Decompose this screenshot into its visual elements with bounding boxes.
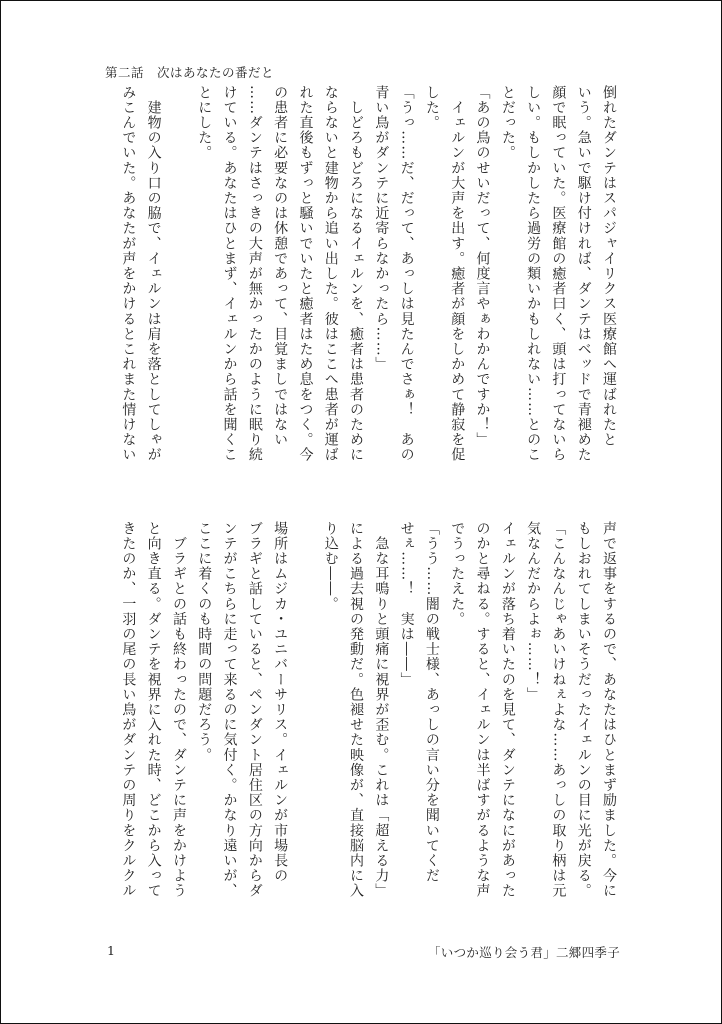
- text-line: けている。あなたはひとまず、イェルンから話を聞くこ: [221, 85, 238, 463]
- text-line: しどろもどろになるイェルンを、癒者は患者のために: [348, 85, 365, 463]
- text-line: 声で返事をするので、あなたはひとまず励ました。今に: [601, 521, 617, 899]
- text-line: きたのか、一羽の尾の長い鳥がダンテの周りをクルクル: [120, 521, 137, 899]
- text-line: ブラギと話していると、ペンダント居住区の方向からダ: [246, 521, 263, 899]
- text-line: 「こんなんじゃあいけねぇよな……あっしの取り柄は元: [550, 521, 567, 899]
- text-line: とにした。: [196, 85, 213, 161]
- text-line: した。: [423, 85, 440, 131]
- text-line: 倒れたダンテはスパジャイリクス医療館へ運ばれたと: [601, 85, 617, 448]
- text-line: イェルンが落ち着いたのを見て、ダンテになにがあった: [499, 521, 516, 899]
- text-line: れた直後もずっと騒いでいたと癒者はため息をつく。今: [297, 85, 314, 463]
- text-line: ならないと建物から追い出した。彼はここへ患者が運ば: [322, 85, 339, 463]
- book-credit: 「いつか巡り会う君」二郷四季子: [428, 945, 621, 960]
- text-line: 「あの鳥のせいだって、何度言やぁわかんですか！」: [474, 85, 491, 448]
- text-line: ここに着くのも時間の問題だろう。: [196, 521, 213, 763]
- blank-line: [292, 521, 317, 925]
- text-line: 気なんだからよぉ……！」: [525, 521, 542, 703]
- text-line: の患者に必要なのは休憩であって、目覚ましではない: [272, 85, 289, 448]
- text-line: 顔で眠っていた。医療館の癒者曰く、頭は打ってないら: [550, 85, 567, 463]
- text-line: しい。もしかしたら過労の類いかもしれない……とのこ: [525, 85, 542, 463]
- text-line: 場所はムジカ・ユニバーサリス。イェルンが市場長の: [272, 521, 289, 884]
- text-line: みこんでいた。あなたが声をかけるとこれまた情けない: [120, 85, 137, 463]
- text-line: せぇ……！ 実は――」: [398, 521, 415, 688]
- text-line: による過去視の発動だ。色褪せた映像が、直接脳内に入: [348, 521, 365, 899]
- text-line: 建物の入り口の脇で、イェルンは肩を落としてしゃが: [145, 85, 162, 463]
- text-line: のかと尋ねる。すると、イェルンは半ばすがるような声: [474, 521, 491, 899]
- text-column-top: [105, 85, 621, 493]
- text-line: ンテがこちらに走って来るのに気付く。かなり遠いが、: [221, 521, 238, 899]
- text-line: 「うっ……だ、だって、あっしは見たんでさぁ！ あの: [398, 85, 415, 463]
- text-line: もしおれてしまいそうだったイェルンの目に光が戻る。: [575, 521, 592, 899]
- text-line: いう。急いで駆け付ければ、ダンテはベッドで青褪めた: [575, 85, 592, 463]
- text-line: 青い鳥がダンテに近寄らなかったら……」: [373, 85, 390, 372]
- text-line: とだった。: [499, 85, 516, 161]
- text-line: イェルンが大声を出す。癒者が顔をしかめて静寂を促: [449, 85, 466, 463]
- text-line: でうったえた。: [449, 521, 466, 627]
- text-line: と向き直る。ダンテを視界に入れた時、どこから入って: [145, 521, 162, 899]
- text-line: 急な耳鳴りと頭痛に視界が歪む。これは「超える力」: [373, 521, 390, 899]
- text-line: 「うう……闇の戦士様、あっしの言い分を聞いてくだ: [423, 521, 440, 884]
- text-line: ……ダンテはさっきの大声が無かったかのように眠り続: [246, 85, 263, 463]
- text-column-bottom: [105, 521, 621, 925]
- chapter-heading: 第二話 次はあなたの番だと: [105, 65, 275, 80]
- page-number: 1: [107, 943, 115, 958]
- blank-line: [166, 85, 191, 493]
- text-line: り込む――。: [322, 521, 339, 612]
- text-line: ブラギとの話も終わったので、ダンテに声をかけよう: [170, 521, 187, 899]
